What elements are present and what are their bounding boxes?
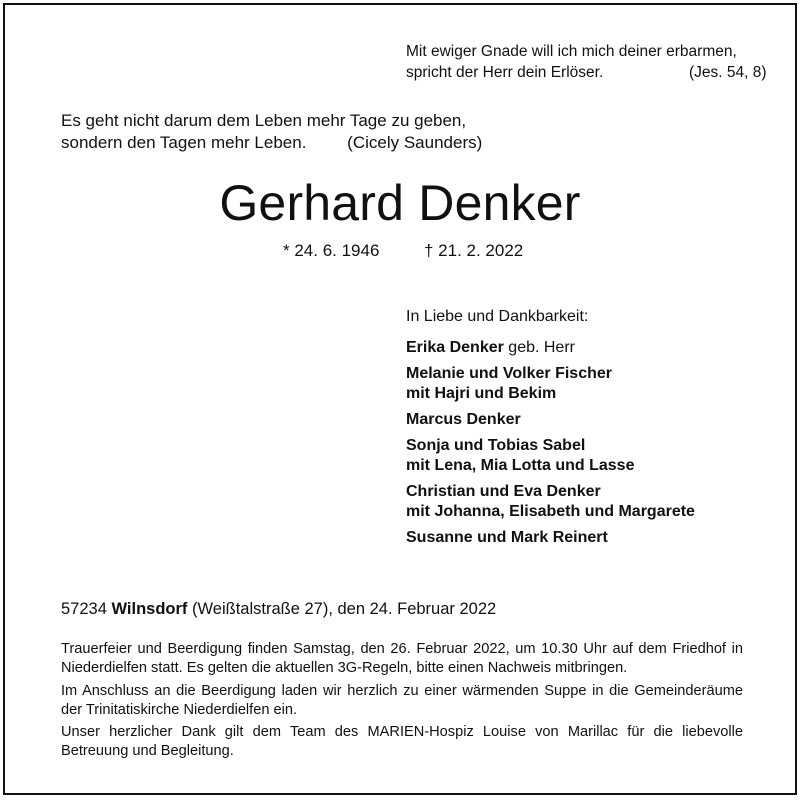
mourner-entry <box>406 410 695 430</box>
death-date: † 21. 2. 2022 <box>424 241 524 260</box>
thanks-note: Unser herzlicher Dank gilt dem Team des MARIEN-Hospiz Louise von Marillac für die liebevolle Betreuung und Begleitung. <box>61 724 743 759</box>
deceased-name: Gerhard Denker <box>219 175 581 231</box>
quote-line-1: Es geht nicht darum dem Leben mehr Tage zu geben, <box>61 111 467 130</box>
verse-line-1: Mit ewiger Gnade will ich mich deiner erbarmen, <box>406 43 737 60</box>
bible-verse <box>406 41 767 83</box>
verse-reference: (Jes. 54, 8) <box>689 64 767 81</box>
quote-line-2: sondern den Tagen mehr Leben. <box>61 133 307 152</box>
verse-line-2: spricht der Herr dein Erlöser. <box>406 64 604 81</box>
mourner-name: Christian und Eva Denker <box>406 483 601 500</box>
mourner-children: mit Hajri und Bekim <box>406 385 557 402</box>
mourner-name: Marcus Denker <box>406 411 521 428</box>
mourner-entry <box>406 338 695 358</box>
address-and-date: (Weißtalstraße 27), den 24. Februar 2022 <box>192 600 497 618</box>
mourners-intro: In Liebe und Dankbarkeit: <box>406 308 589 325</box>
obituary-notice <box>3 3 797 795</box>
quote-author: (Cicely Saunders) <box>347 133 483 152</box>
birth-date: * 24. 6. 1946 <box>283 241 380 260</box>
funeral-info: Trauerfeier und Beerdigung finden Samstag, den 26. Februar 2022, um 10.30 Uhr auf dem Friedhof in Niederdielfen statt. Es gelten die aktuellen 3G-Regeln, bitte einen Nachweis mitbringen. <box>61 641 743 676</box>
mourners-list <box>406 338 695 554</box>
mourner-name: Melanie und Volker Fischer <box>406 365 612 382</box>
mourner-entry <box>406 364 695 404</box>
mourner-name: Erika Denker <box>406 339 504 356</box>
quote <box>61 110 482 154</box>
place-and-date <box>61 600 496 619</box>
mourner-entry <box>406 482 695 522</box>
postal-code: 57234 <box>61 600 107 618</box>
mourner-children: mit Johanna, Elisabeth und Margarete <box>406 503 695 520</box>
mourner-entry <box>406 436 695 476</box>
mourner-name: Sonja und Tobias Sabel <box>406 437 586 454</box>
mourner-name: Susanne und Mark Reinert <box>406 529 608 546</box>
mourner-children: mit Lena, Mia Lotta und Lasse <box>406 457 635 474</box>
town-name: Wilnsdorf <box>111 600 188 618</box>
mourner-maiden-name: geb. Herr <box>503 339 575 356</box>
reception-info: Im Anschluss an die Beerdigung laden wir herzlich zu einer wärmenden Suppe in die Gemeinderäume der Trinitatiskirche Niederdielfen ein. <box>61 683 743 718</box>
mourner-entry <box>406 528 695 548</box>
